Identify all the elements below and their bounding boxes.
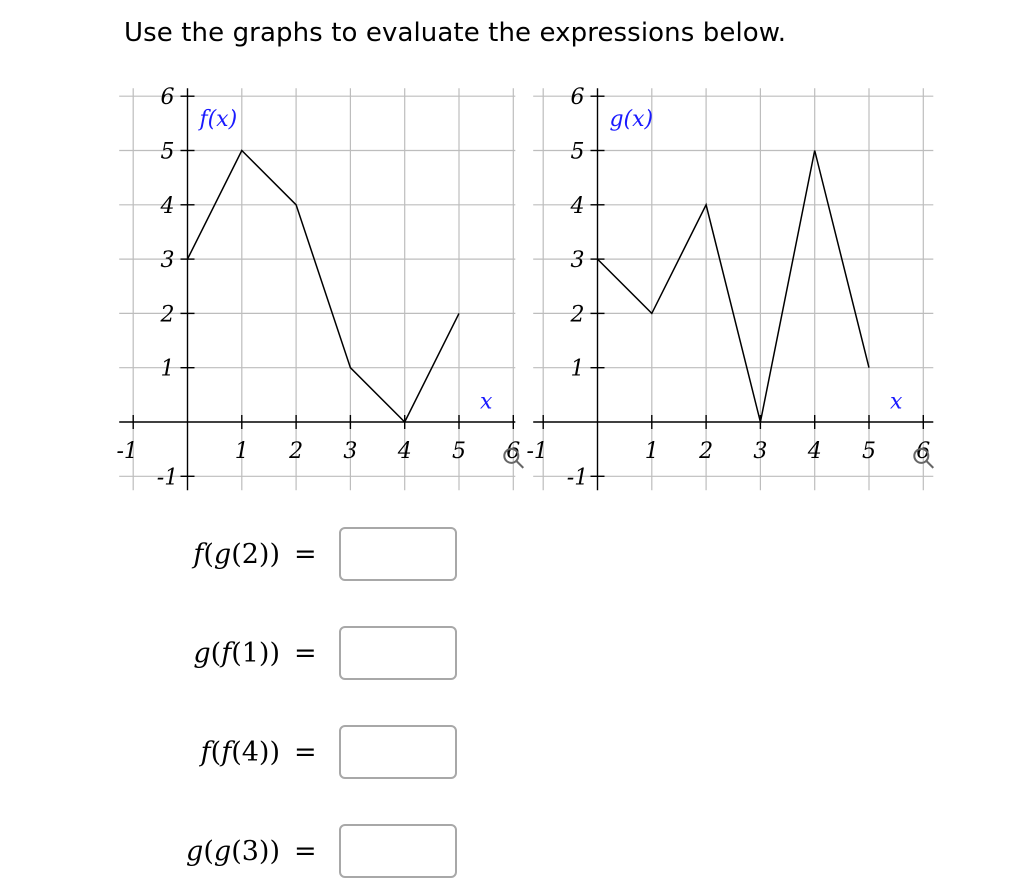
- question-row: [110, 626, 457, 680]
- answer-input-4[interactable]: [339, 824, 457, 878]
- x-tick-label: -1: [116, 439, 138, 464]
- instructions: Use the graphs to evaluate the expressions below.: [124, 18, 787, 48]
- x-tick-label: 4: [807, 439, 822, 464]
- answer-input-2[interactable]: [339, 626, 457, 680]
- expression: g(g(3)): [186, 835, 280, 867]
- x-tick-label: 2: [289, 439, 304, 464]
- equals-sign: =: [294, 736, 317, 768]
- y-tick-label: 1: [160, 356, 175, 382]
- expression: g(f(1)): [193, 637, 280, 669]
- equals-sign: =: [294, 538, 317, 570]
- y-tick-label: 1: [570, 356, 585, 382]
- x-tick-label: 6: [506, 439, 521, 464]
- y-tick-label: 2: [160, 302, 175, 328]
- question-row: [110, 725, 457, 779]
- y-tick-label: 4: [160, 193, 175, 219]
- equals-sign: =: [294, 637, 317, 669]
- x-tick-label: 3: [753, 439, 768, 464]
- y-tick-label: 4: [570, 193, 585, 219]
- y-tick-label: 3: [160, 248, 175, 274]
- expression: f(f(4)): [200, 736, 280, 768]
- y-tick-label: 5: [160, 139, 175, 165]
- x-tick-label: -1: [526, 439, 548, 464]
- x-axis-label: x: [889, 389, 903, 415]
- x-tick-label: 5: [862, 439, 876, 464]
- x-tick-label: 4: [397, 439, 412, 464]
- x-tick-label: 5: [452, 439, 466, 464]
- y-tick-label: 3: [570, 248, 585, 274]
- y-tick-label: 6: [160, 85, 175, 111]
- y-tick-label: 6: [570, 85, 585, 111]
- question-row: [110, 527, 457, 581]
- answer-input-3[interactable]: [339, 725, 457, 779]
- function-label: g(x): [609, 107, 654, 133]
- y-tick-label: 5: [570, 139, 585, 165]
- answer-input-1[interactable]: [339, 527, 457, 581]
- x-tick-label: 2: [699, 439, 714, 464]
- function-label: f(x): [199, 107, 238, 133]
- y-tick-label: 2: [570, 302, 585, 328]
- x-tick-label: 1: [234, 439, 249, 464]
- x-tick-label: 1: [644, 439, 659, 464]
- question-row: [110, 824, 457, 878]
- x-tick-label: 3: [343, 439, 358, 464]
- expression: f(g(2)): [193, 538, 280, 570]
- y-tick-label: -1: [566, 465, 589, 491]
- y-tick-label: -1: [156, 465, 179, 491]
- series-line: [598, 151, 870, 423]
- x-tick-label: 6: [916, 439, 931, 464]
- equals-sign: =: [294, 835, 317, 867]
- x-axis-label: x: [479, 389, 493, 415]
